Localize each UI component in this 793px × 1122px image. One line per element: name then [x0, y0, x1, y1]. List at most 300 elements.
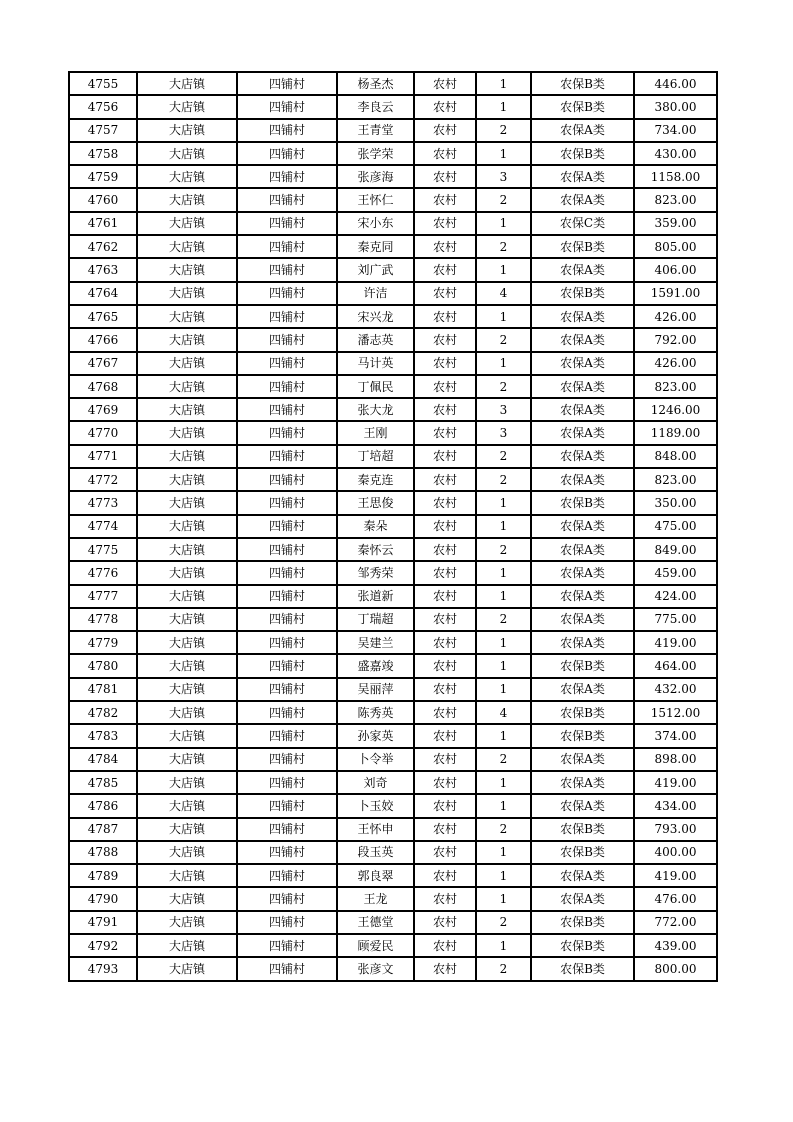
cell-type: 农村	[414, 119, 476, 142]
cell-name: 陈秀英	[337, 701, 414, 724]
cell-type: 农村	[414, 678, 476, 701]
table-row	[69, 701, 717, 724]
cell-town: 大店镇	[137, 934, 237, 957]
cell-name: 王思俊	[337, 491, 414, 514]
cell-serial: 4761	[69, 212, 137, 235]
cell-amount: 1512.00	[634, 701, 717, 724]
cell-type: 农村	[414, 515, 476, 538]
cell-serial: 4756	[69, 95, 137, 118]
cell-category: 农保A类	[531, 585, 634, 608]
cell-name: 宋小东	[337, 212, 414, 235]
table-row	[69, 654, 717, 677]
cell-village: 四铺村	[237, 328, 337, 351]
cell-name: 吴丽萍	[337, 678, 414, 701]
cell-type: 农村	[414, 212, 476, 235]
cell-category: 农保A类	[531, 188, 634, 211]
cell-category: 农保B类	[531, 701, 634, 724]
cell-name: 张大龙	[337, 398, 414, 421]
cell-count: 1	[476, 585, 531, 608]
cell-amount: 1158.00	[634, 165, 717, 188]
cell-town: 大店镇	[137, 724, 237, 747]
cell-type: 农村	[414, 911, 476, 934]
table-row	[69, 142, 717, 165]
cell-amount: 793.00	[634, 818, 717, 841]
cell-type: 农村	[414, 491, 476, 514]
cell-town: 大店镇	[137, 491, 237, 514]
table-row	[69, 934, 717, 957]
cell-name: 顾爱民	[337, 934, 414, 957]
cell-count: 1	[476, 95, 531, 118]
cell-amount: 476.00	[634, 887, 717, 910]
cell-amount: 459.00	[634, 561, 717, 584]
cell-town: 大店镇	[137, 794, 237, 817]
cell-category: 农保A类	[531, 119, 634, 142]
cell-count: 1	[476, 561, 531, 584]
cell-serial: 4758	[69, 142, 137, 165]
cell-count: 1	[476, 841, 531, 864]
cell-amount: 792.00	[634, 328, 717, 351]
cell-village: 四铺村	[237, 864, 337, 887]
cell-name: 丁瑞超	[337, 608, 414, 631]
table-row	[69, 188, 717, 211]
cell-village: 四铺村	[237, 515, 337, 538]
cell-town: 大店镇	[137, 352, 237, 375]
cell-category: 农保A类	[531, 468, 634, 491]
table-row	[69, 421, 717, 444]
cell-village: 四铺村	[237, 608, 337, 631]
cell-type: 农村	[414, 468, 476, 491]
cell-count: 1	[476, 887, 531, 910]
table-row	[69, 445, 717, 468]
cell-amount: 772.00	[634, 911, 717, 934]
cell-town: 大店镇	[137, 538, 237, 561]
cell-category: 农保C类	[531, 212, 634, 235]
cell-village: 四铺村	[237, 165, 337, 188]
cell-category: 农保A类	[531, 258, 634, 281]
cell-name: 丁培超	[337, 445, 414, 468]
cell-name: 邹秀荣	[337, 561, 414, 584]
cell-name: 王怀仁	[337, 188, 414, 211]
cell-category: 农保A类	[531, 515, 634, 538]
cell-serial: 4765	[69, 305, 137, 328]
cell-name: 张彦海	[337, 165, 414, 188]
table-body	[69, 72, 717, 981]
cell-village: 四铺村	[237, 375, 337, 398]
table-row	[69, 165, 717, 188]
cell-category: 农保A类	[531, 398, 634, 421]
cell-name: 秦怀云	[337, 538, 414, 561]
cell-type: 农村	[414, 398, 476, 421]
cell-town: 大店镇	[137, 421, 237, 444]
cell-category: 农保B类	[531, 934, 634, 957]
cell-serial: 4775	[69, 538, 137, 561]
cell-name: 王青堂	[337, 119, 414, 142]
cell-count: 1	[476, 934, 531, 957]
cell-type: 农村	[414, 654, 476, 677]
cell-amount: 848.00	[634, 445, 717, 468]
cell-village: 四铺村	[237, 188, 337, 211]
cell-name: 刘广武	[337, 258, 414, 281]
cell-amount: 475.00	[634, 515, 717, 538]
cell-count: 2	[476, 188, 531, 211]
cell-serial: 4768	[69, 375, 137, 398]
cell-serial: 4763	[69, 258, 137, 281]
cell-name: 丁佩民	[337, 375, 414, 398]
cell-serial: 4755	[69, 72, 137, 95]
cell-name: 盛嘉竣	[337, 654, 414, 677]
cell-category: 农保A类	[531, 608, 634, 631]
cell-category: 农保A类	[531, 794, 634, 817]
cell-serial: 4786	[69, 794, 137, 817]
cell-name: 王刚	[337, 421, 414, 444]
cell-town: 大店镇	[137, 188, 237, 211]
cell-village: 四铺村	[237, 631, 337, 654]
cell-category: 农保B类	[531, 282, 634, 305]
cell-amount: 426.00	[634, 305, 717, 328]
cell-name: 卜玉姣	[337, 794, 414, 817]
cell-name: 王龙	[337, 887, 414, 910]
table-row	[69, 515, 717, 538]
cell-amount: 419.00	[634, 864, 717, 887]
cell-count: 2	[476, 119, 531, 142]
cell-town: 大店镇	[137, 468, 237, 491]
cell-category: 农保A类	[531, 631, 634, 654]
cell-count: 1	[476, 515, 531, 538]
cell-village: 四铺村	[237, 95, 337, 118]
cell-name: 李良云	[337, 95, 414, 118]
cell-serial: 4766	[69, 328, 137, 351]
cell-town: 大店镇	[137, 585, 237, 608]
cell-town: 大店镇	[137, 864, 237, 887]
cell-type: 农村	[414, 771, 476, 794]
cell-type: 农村	[414, 864, 476, 887]
cell-amount: 464.00	[634, 654, 717, 677]
table-row	[69, 864, 717, 887]
cell-serial: 4767	[69, 352, 137, 375]
cell-category: 农保B类	[531, 911, 634, 934]
cell-serial: 4783	[69, 724, 137, 747]
cell-town: 大店镇	[137, 678, 237, 701]
cell-name: 吴建兰	[337, 631, 414, 654]
cell-type: 农村	[414, 561, 476, 584]
cell-amount: 406.00	[634, 258, 717, 281]
cell-village: 四铺村	[237, 748, 337, 771]
cell-amount: 430.00	[634, 142, 717, 165]
cell-type: 农村	[414, 585, 476, 608]
cell-category: 农保B类	[531, 95, 634, 118]
cell-type: 农村	[414, 957, 476, 980]
cell-amount: 446.00	[634, 72, 717, 95]
cell-count: 1	[476, 654, 531, 677]
cell-serial: 4774	[69, 515, 137, 538]
cell-town: 大店镇	[137, 398, 237, 421]
table-row	[69, 818, 717, 841]
cell-amount: 775.00	[634, 608, 717, 631]
cell-count: 2	[476, 445, 531, 468]
cell-town: 大店镇	[137, 165, 237, 188]
cell-amount: 434.00	[634, 794, 717, 817]
cell-category: 农保A类	[531, 421, 634, 444]
table-row	[69, 841, 717, 864]
table-row	[69, 72, 717, 95]
cell-name: 秦朵	[337, 515, 414, 538]
cell-count: 2	[476, 608, 531, 631]
cell-town: 大店镇	[137, 445, 237, 468]
cell-name: 杨圣杰	[337, 72, 414, 95]
cell-village: 四铺村	[237, 119, 337, 142]
cell-category: 农保B类	[531, 142, 634, 165]
cell-type: 农村	[414, 748, 476, 771]
cell-village: 四铺村	[237, 305, 337, 328]
cell-town: 大店镇	[137, 282, 237, 305]
cell-category: 农保A类	[531, 538, 634, 561]
cell-town: 大店镇	[137, 748, 237, 771]
cell-town: 大店镇	[137, 142, 237, 165]
cell-village: 四铺村	[237, 911, 337, 934]
cell-village: 四铺村	[237, 585, 337, 608]
cell-village: 四铺村	[237, 887, 337, 910]
cell-count: 2	[476, 538, 531, 561]
cell-type: 农村	[414, 631, 476, 654]
cell-serial: 4778	[69, 608, 137, 631]
cell-count: 1	[476, 678, 531, 701]
cell-serial: 4772	[69, 468, 137, 491]
cell-town: 大店镇	[137, 608, 237, 631]
cell-type: 农村	[414, 282, 476, 305]
cell-amount: 419.00	[634, 771, 717, 794]
cell-amount: 805.00	[634, 235, 717, 258]
cell-count: 2	[476, 375, 531, 398]
cell-serial: 4785	[69, 771, 137, 794]
cell-category: 农保B类	[531, 72, 634, 95]
cell-amount: 823.00	[634, 468, 717, 491]
cell-category: 农保A类	[531, 561, 634, 584]
cell-name: 郭良翠	[337, 864, 414, 887]
cell-category: 农保B类	[531, 235, 634, 258]
table-row	[69, 608, 717, 631]
cell-type: 农村	[414, 72, 476, 95]
cell-count: 1	[476, 491, 531, 514]
cell-count: 2	[476, 468, 531, 491]
cell-count: 1	[476, 305, 531, 328]
cell-village: 四铺村	[237, 538, 337, 561]
table-row	[69, 538, 717, 561]
table-row	[69, 724, 717, 747]
cell-serial: 4769	[69, 398, 137, 421]
cell-village: 四铺村	[237, 771, 337, 794]
cell-category: 农保A类	[531, 305, 634, 328]
cell-amount: 1591.00	[634, 282, 717, 305]
cell-town: 大店镇	[137, 701, 237, 724]
cell-name: 潘志英	[337, 328, 414, 351]
cell-town: 大店镇	[137, 771, 237, 794]
cell-category: 农保B类	[531, 957, 634, 980]
cell-name: 秦克连	[337, 468, 414, 491]
cell-count: 1	[476, 142, 531, 165]
table-row	[69, 95, 717, 118]
cell-town: 大店镇	[137, 305, 237, 328]
cell-type: 农村	[414, 352, 476, 375]
cell-serial: 4781	[69, 678, 137, 701]
cell-category: 农保A类	[531, 887, 634, 910]
cell-type: 农村	[414, 305, 476, 328]
cell-serial: 4782	[69, 701, 137, 724]
cell-category: 农保B类	[531, 724, 634, 747]
cell-town: 大店镇	[137, 887, 237, 910]
cell-village: 四铺村	[237, 934, 337, 957]
cell-category: 农保A类	[531, 748, 634, 771]
cell-type: 农村	[414, 165, 476, 188]
cell-town: 大店镇	[137, 72, 237, 95]
table-row	[69, 585, 717, 608]
cell-category: 农保A类	[531, 328, 634, 351]
cell-amount: 419.00	[634, 631, 717, 654]
cell-name: 张彦文	[337, 957, 414, 980]
cell-amount: 800.00	[634, 957, 717, 980]
cell-village: 四铺村	[237, 818, 337, 841]
cell-count: 2	[476, 328, 531, 351]
cell-serial: 4791	[69, 911, 137, 934]
cell-type: 农村	[414, 188, 476, 211]
table-row	[69, 748, 717, 771]
cell-village: 四铺村	[237, 142, 337, 165]
table-row	[69, 119, 717, 142]
cell-village: 四铺村	[237, 561, 337, 584]
cell-category: 农保A类	[531, 165, 634, 188]
cell-type: 农村	[414, 235, 476, 258]
cell-type: 农村	[414, 445, 476, 468]
cell-name: 孙家英	[337, 724, 414, 747]
cell-town: 大店镇	[137, 818, 237, 841]
cell-count: 1	[476, 352, 531, 375]
cell-name: 张学荣	[337, 142, 414, 165]
table-row	[69, 491, 717, 514]
cell-category: 农保B类	[531, 491, 634, 514]
cell-serial: 4757	[69, 119, 137, 142]
cell-name: 许洁	[337, 282, 414, 305]
cell-serial: 4770	[69, 421, 137, 444]
cell-amount: 823.00	[634, 375, 717, 398]
table-row	[69, 631, 717, 654]
table-container	[68, 71, 718, 982]
table-row	[69, 258, 717, 281]
cell-town: 大店镇	[137, 375, 237, 398]
cell-name: 卜令举	[337, 748, 414, 771]
cell-type: 农村	[414, 724, 476, 747]
cell-type: 农村	[414, 841, 476, 864]
cell-serial: 4776	[69, 561, 137, 584]
cell-serial: 4773	[69, 491, 137, 514]
cell-town: 大店镇	[137, 631, 237, 654]
cell-town: 大店镇	[137, 258, 237, 281]
cell-village: 四铺村	[237, 678, 337, 701]
table-row	[69, 957, 717, 980]
cell-amount: 380.00	[634, 95, 717, 118]
cell-count: 1	[476, 864, 531, 887]
cell-amount: 400.00	[634, 841, 717, 864]
cell-serial: 4790	[69, 887, 137, 910]
cell-name: 王德堂	[337, 911, 414, 934]
cell-town: 大店镇	[137, 328, 237, 351]
cell-serial: 4779	[69, 631, 137, 654]
cell-name: 宋兴龙	[337, 305, 414, 328]
cell-type: 农村	[414, 608, 476, 631]
cell-serial: 4764	[69, 282, 137, 305]
cell-count: 4	[476, 282, 531, 305]
table-row	[69, 911, 717, 934]
cell-name: 王怀申	[337, 818, 414, 841]
table-row	[69, 282, 717, 305]
table-row	[69, 468, 717, 491]
cell-count: 1	[476, 794, 531, 817]
cell-count: 1	[476, 631, 531, 654]
cell-type: 农村	[414, 794, 476, 817]
cell-type: 农村	[414, 142, 476, 165]
cell-town: 大店镇	[137, 95, 237, 118]
cell-type: 农村	[414, 701, 476, 724]
cell-village: 四铺村	[237, 72, 337, 95]
cell-serial: 4759	[69, 165, 137, 188]
cell-type: 农村	[414, 95, 476, 118]
cell-town: 大店镇	[137, 119, 237, 142]
cell-village: 四铺村	[237, 701, 337, 724]
cell-serial: 4793	[69, 957, 137, 980]
cell-category: 农保A类	[531, 445, 634, 468]
cell-amount: 359.00	[634, 212, 717, 235]
cell-village: 四铺村	[237, 491, 337, 514]
cell-name: 张道新	[337, 585, 414, 608]
cell-serial: 4784	[69, 748, 137, 771]
cell-count: 2	[476, 911, 531, 934]
cell-village: 四铺村	[237, 352, 337, 375]
cell-count: 4	[476, 701, 531, 724]
cell-amount: 350.00	[634, 491, 717, 514]
cell-serial: 4787	[69, 818, 137, 841]
cell-village: 四铺村	[237, 468, 337, 491]
cell-count: 3	[476, 165, 531, 188]
table-row	[69, 235, 717, 258]
table-row	[69, 328, 717, 351]
cell-amount: 849.00	[634, 538, 717, 561]
table-row	[69, 212, 717, 235]
cell-count: 1	[476, 212, 531, 235]
cell-count: 1	[476, 724, 531, 747]
cell-village: 四铺村	[237, 794, 337, 817]
cell-village: 四铺村	[237, 398, 337, 421]
cell-village: 四铺村	[237, 957, 337, 980]
table-row	[69, 305, 717, 328]
table-row	[69, 561, 717, 584]
cell-type: 农村	[414, 934, 476, 957]
cell-count: 2	[476, 957, 531, 980]
cell-town: 大店镇	[137, 235, 237, 258]
cell-type: 农村	[414, 375, 476, 398]
cell-category: 农保A类	[531, 352, 634, 375]
cell-serial: 4760	[69, 188, 137, 211]
cell-village: 四铺村	[237, 724, 337, 747]
table-row	[69, 375, 717, 398]
cell-serial: 4792	[69, 934, 137, 957]
cell-amount: 898.00	[634, 748, 717, 771]
cell-serial: 4788	[69, 841, 137, 864]
cell-town: 大店镇	[137, 515, 237, 538]
cell-category: 农保A类	[531, 678, 634, 701]
cell-amount: 424.00	[634, 585, 717, 608]
cell-town: 大店镇	[137, 654, 237, 677]
cell-name: 刘奇	[337, 771, 414, 794]
table-row	[69, 887, 717, 910]
cell-village: 四铺村	[237, 421, 337, 444]
